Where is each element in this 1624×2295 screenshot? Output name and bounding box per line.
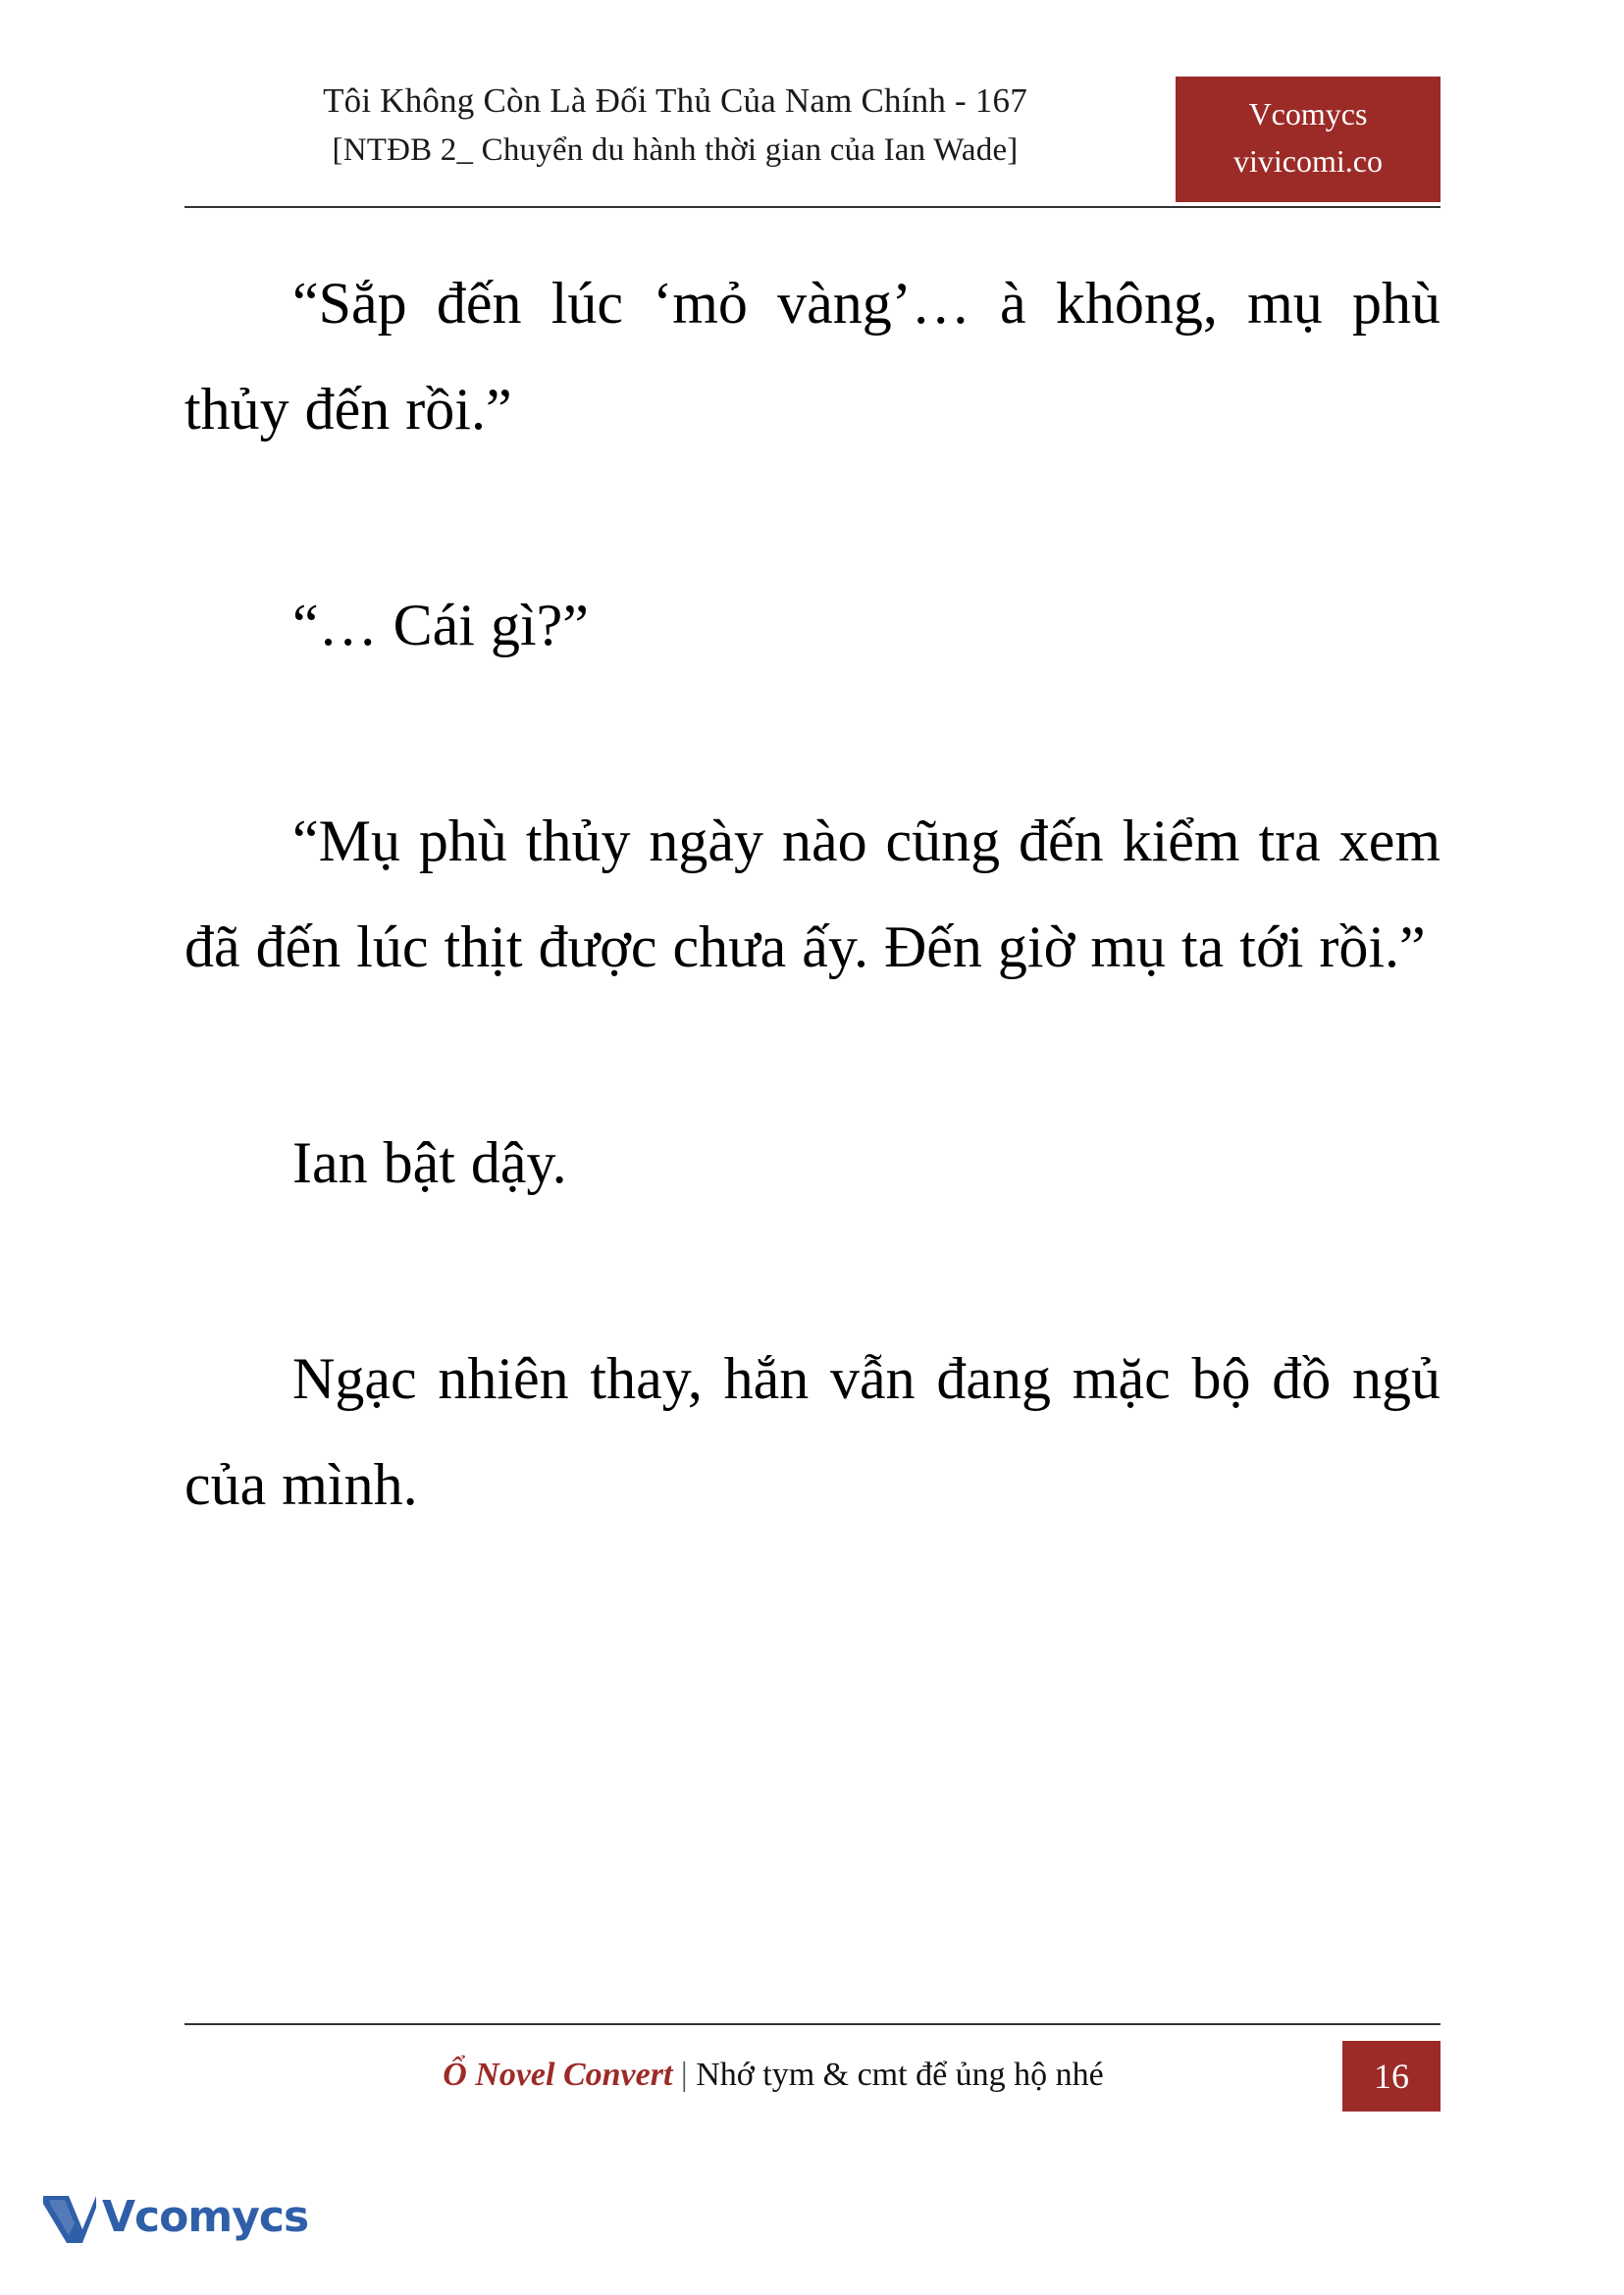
header-divider bbox=[184, 206, 1441, 208]
site-badge-name: Vcomycs bbox=[1248, 96, 1368, 131]
page-number: 16 bbox=[1342, 2041, 1441, 2112]
footer-credit bbox=[184, 2047, 1362, 2104]
page-header bbox=[184, 77, 1441, 214]
site-badge bbox=[1176, 77, 1441, 202]
header-title bbox=[184, 77, 1166, 175]
paragraph: Ian bật dậy. bbox=[292, 1130, 567, 1195]
footer-brand: Ổ Novel Convert bbox=[443, 2057, 673, 2093]
header-title-line2: [NTĐB 2_ Chuyển du hành thời gian của Ian Wade] bbox=[332, 132, 1019, 168]
site-badge-url: vivicomi.co bbox=[1233, 143, 1383, 179]
vcomycs-mark-icon bbox=[39, 2190, 100, 2251]
page-content bbox=[184, 250, 1441, 1538]
page-footer bbox=[184, 2023, 1441, 2121]
footer-separator: | bbox=[680, 2057, 688, 2093]
watermark-logo bbox=[39, 2186, 309, 2269]
header-title-line1: Tôi Không Còn Là Đối Thủ Của Nam Chính - 167 bbox=[323, 81, 1027, 120]
watermark-text: Vcomycs bbox=[102, 2192, 309, 2242]
paragraph: “Sắp đến lúc ‘mỏ vàng’… à không, mụ phù thủy đến rồi.” bbox=[184, 271, 1441, 442]
footer-inner bbox=[184, 2041, 1441, 2112]
paragraph: “Mụ phù thủy ngày nào cũng đến kiểm tra xem đã đến lúc thịt được chưa ấy. Đến giờ mụ ta tới rồi.” bbox=[184, 808, 1441, 979]
footer-note: Nhớ tym & cmt để ủng hộ nhé bbox=[696, 2057, 1104, 2093]
paragraph: “… Cái gì?” bbox=[292, 593, 589, 657]
paragraph: Ngạc nhiên thay, hắn vẫn đang mặc bộ đồ ngủ của mình. bbox=[184, 1346, 1441, 1517]
footer-divider bbox=[184, 2023, 1441, 2025]
